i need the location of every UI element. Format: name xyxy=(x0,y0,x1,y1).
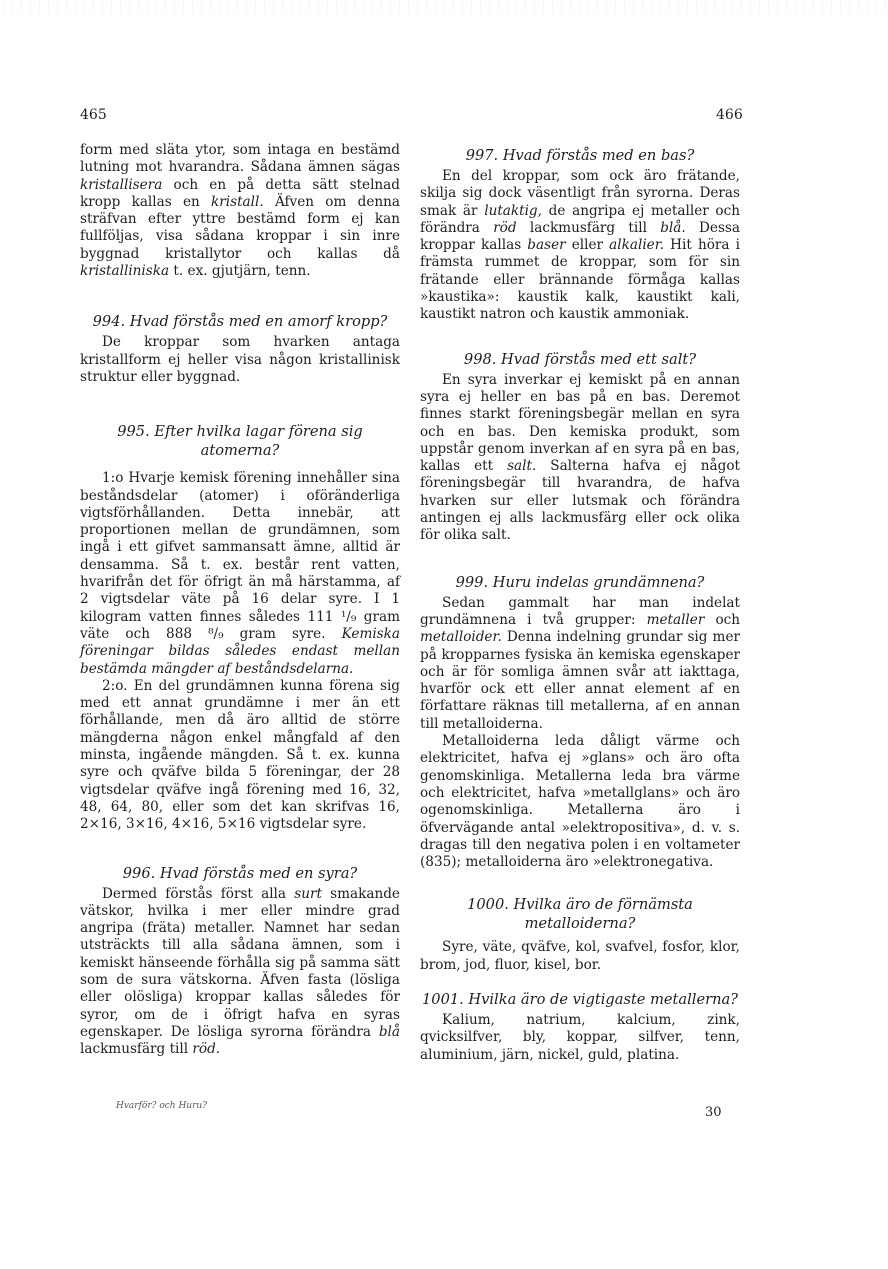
question-heading-999: 999. Huru indelas grundämnena? xyxy=(455,573,705,591)
page-number-right: 466 xyxy=(716,107,743,123)
question-heading-996: 996. Hvad förstås med en syra? xyxy=(122,864,358,882)
answer-997: En del kroppar, som ock äro frätande, skilja sig dock väsentligt från syrorna. Deras smak är lutaktig, de angripa ej metaller och förändra röd lackmusfärg till blå. Dessa kroppar kallas baser eller alkalier. Hit höra i främsta rummet de kroppar, som för sin frätande eller brännande förmåga kallas »kaustika»: kaustik kalk, kaustikt kali, kaustikt natron och kaustik ammoniak. xyxy=(420,168,741,323)
answer-999-part2: Metalloiderna leda dåligt värme och elektricitet, hafva ej »glans» och äro ofta genomskinliga. Metallerna leda bra värme och elektricitet, hafva »metallglans» och äro ogenomskinliga. Metallerna äro i öfvervägande antal »elektropositiva», d. v. s. dragas till den negativa polen i en voltameter (835); metalloiderna äro »elektronegativa. xyxy=(420,733,740,871)
answer-1000: Syre, väte, qväfve, kol, svafvel, fosfor, klor, brom, jod, fluor, kisel, bor. xyxy=(420,939,740,973)
question-heading-1000: 1000. Hvilka äro de förnämsta metalloiderna? xyxy=(467,896,693,933)
answer-998: En syra inverkar ej kemiskt på en annan syra ej heller en bas på en bas. Deremot finnes starkt föreningsbegär mellan en syra och en bas. Den kemiska produkt, som uppstår genom inverkan af en syra på en bas, kallas ett salt. Salterna hafva ej något föreningsbegär till hvarandra, de hafva hvarken sur eller lutsmak och förändra antingen ej alls lackmusfärg eller ock olika för olika salt. xyxy=(420,371,740,544)
answer-994: De kroppar som hvarken antaga kristallform ej heller visa någon kristallinisk struktur eller byggnad. xyxy=(80,334,400,385)
answer-999-part1: Sedan gammalt har man indelat grundämnena i två grupper: metaller och metalloider. Denna indelning grundar sig mer på kropparnes fysiska än kemiska egenskaper och är för somliga ämnen svår att iakttaga, hvarför ock ett eller annat element af en författare räknas till metallerna, af en annan till metalloiderna. xyxy=(420,594,740,732)
question-heading-994: 994. Hvad förstås med en amorf kropp? xyxy=(92,313,388,331)
answer-995-part1: 1:o Hvarje kemisk förening innehåller sina beståndsdelar (atomer) i oföränderliga vigtsförhållanden. Detta innebär, att proportionen mellan de grundämnen, som ingå i ett gifvet sammansatt ämne, alltid är densamma. Så t. ex. består rent vatten, hvarifrån det för öfrigt än må härstamma, af 2 vigtsdelar väte på 16 delar syre. I 1 kilogram vatten finnes således 111 ¹/₉ gram väte och 888 ⁸/₉ gram syre. Kemiska föreningar bildas således endast mellan bestämda mängder af beståndsdelarna. xyxy=(80,470,400,677)
question-heading-995: 995. Efter hvilka lagar förena sig atomerna? xyxy=(117,423,363,460)
question-heading-997: 997. Hvad förstås med en bas? xyxy=(465,147,695,164)
signature-line: Hvarför? och Huru? xyxy=(116,1101,208,1111)
right-column xyxy=(420,142,740,1064)
continuation-paragraph: form med släta ytor, som intaga en bestämd lutning mot hvarandra. Sådana ämnen sägas kristallisera och en på detta sätt stelnad kropp kallas en kristall. Äfven om denna sträfvan efter yttre bestämd form ej kan fullföljas, visa sådana kroppar i sin inre byggnad kristallytor och kallas då kristalliniska t. ex. gjutjärn, tenn. xyxy=(80,142,400,280)
answer-996: Dermed förstås först alla surt smakande vätskor, hvilka i mer eller mindre grad angripa (fräta) metaller. Namnet har sedan utsträckts till alla sådana ämnen, som i kemiskt hänseende förhålla sig på samma sätt som de sura vätskorna. Äfven fasta (lösliga eller olösliga) kroppar kallas således för syror, om de i öfrigt hafva en syras egenskaper. De lösliga syrorna förändra blå lackmusfärg till röd. xyxy=(80,885,400,1058)
answer-995-part2: 2:o. En del grundämnen kunna förena sig med ett annat grundämne i mer än ett förhållande, men då äro alltid de större mängderna någon enkel mångfald af den minsta, ingående mängden. Så t. ex. kunna syre och qväfve bilda 5 föreningar, der 28 vigtsdelar qväfve ingå förening med 16, 32, 48, 64, 80, eller som det kan skrifvas 16, 2×16, 3×16, 4×16, 5×16 vigtsdelar syre. xyxy=(80,677,400,833)
quire-signature-number: 30 xyxy=(705,1105,722,1120)
left-column xyxy=(80,142,400,1058)
scan-edge-noise xyxy=(0,0,888,14)
answer-1001: Kalium, natrium, kalcium, zink, qvicksilfver, bly, koppar, silfver, tenn, aluminium, järn, nickel, guld, platina. xyxy=(420,1011,740,1063)
question-heading-1001: 1001. Hvilka äro de vigtigaste metallerna? xyxy=(422,990,738,1008)
page-number-left: 465 xyxy=(80,107,107,123)
question-heading-998: 998. Hvad förstås med ett salt? xyxy=(463,350,697,368)
